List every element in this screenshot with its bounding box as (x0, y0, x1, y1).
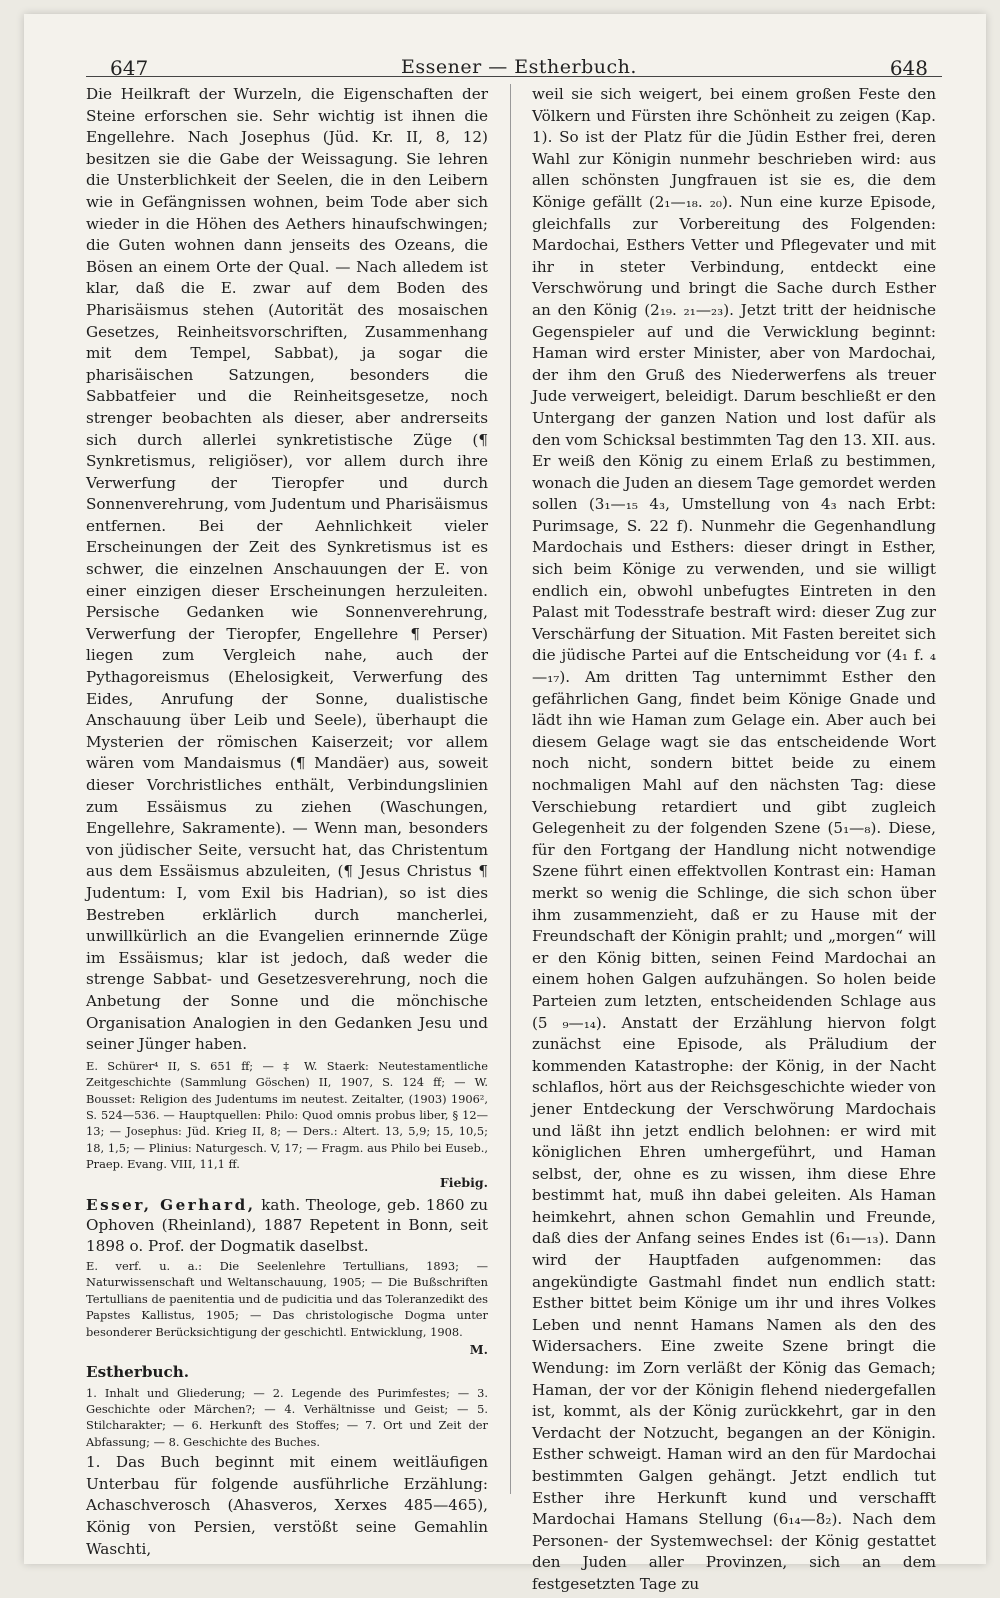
esser-author-signature: M. (469, 1342, 488, 1358)
esser-entry-text: kath. Theologe, geb. 1860 zu Ophoven (Rheinland), 1887 Repetent in Bonn, seit 1898 o. Prof. der Dogmatik daselbst. (86, 1195, 488, 1255)
estherbuch-paragraph-start: 1. Das Buch beginnt mit einem weitläufigen Unterbau für folgende ausführliche Erzählung: Achaschverosch (Ahasveros, Xerxes 485—465), König von Persien, verstößt seine Gemahlin Waschti, (86, 1453, 488, 1558)
estherbuch-paragraph-continued: weil sie sich weigert, bei einem großen Feste den Völkern und Fürsten ihre Schönheit zu zeigen (Kap. 1). So ist der Platz für die Jüdin Esther frei, deren Wahl zur Königin nunmehr beschrieben wird: aus allen schönsten Jungfrauen ist sie es, die dem Könige gefällt (2₁—₁₈. ₂₀). Nun eine kurze Episode, gleichfalls zur Vorbereitung des Folgenden: Mardochai, Esthers Vetter und Pflegevater und mit ihr in steter Verbindung, entdeckt eine Verschwörung und bringt die Sache durch Esther an den König (2₁₉. ₂₁—₂₃). Jetzt tritt der heidnische Gegenspieler auf und die Verwicklung beginnt: Haman wird erster Minister, aber von Mardochai, der ihm den Gruß des Niederwerfens als treuer Jude verweigert, beleidigt. Darum beschließt er den Untergang der ganzen Nation und lost dafür als den vom Schicksal bestimmten Tag den 13. XII. aus. Er weiß den König zu einem Erlaß zu bestimmen, wonach die Juden an diesem Tage gemordet werden sollen (3₁—₁₅ 4₃, Umstellung von 4₃ nach Erbt: Purimsage, S. 22 f). Nunmehr die Gegenhandlung Mardochais und Esthers: dieser dringt in Esther, sich beim Könige zu verwenden, und sie willigt endlich ein, obwohl unbefugtes Eintreten in den Palast mit Todesstrafe bestraft wird: dieser Zug zur Verschärfung der Situation. Mit Fasten bereitet sich die jüdische Partei auf die Entscheidung vor (4₁ f. ₄—₁₇). Am dritten Tag unternimmt Esther den gefährlichen Gang, findet beim Könige Gnade und lädt ihn wie Haman zum Gelage ein. Aber auch bei diesem Gelage wagt sie das entscheidende Wort noch nicht, sondern bittet beide zu einem nochmaligen Mahl auf den nächsten Tag: diese Verschiebung retardiert und gibt zugleich Gelegenheit zu der folgenden Szene (5₁—₈). Diese, für den Fortgang der Handlung nicht notwendige Szene führt einen effektvollen Kontrast ein: Haman merkt so wenig die Schlinge, die sich schon über ihm zusammenzieht, daß er zu Hause mit der Freundschaft der Königin prahlt; und „morgen“ will er den König bitten, seinen Feind Mardochai an einem hohen Galgen aufzuhängen. So holen beide Parteien zum letzten, entscheidenden Schlage aus (5 ₉—₁₄). Anstatt der Erzählung hiervon folgt zunächst eine Episode, als Präludium der kommenden Katastrophe: der König, in der Nacht schlaflos, hört aus der Reichsgeschichte wieder von jener Entdeckung der Verschwörung Mardochais und läßt ihn jetzt endlich belohnen: er wird mit königlichen Ehren umhergeführt, und Haman selbst, der, ohne es zu wissen, ihm diese Ehre bestimmt hat, muß ihn dabei geleiten. Als Haman heimkehrt, ahnen schon Gemahlin und Freunde, daß dies der Anfang seines Endes ist (6₁—₁₃). Dann wird der Hauptfaden aufgenommen: das angekündigte Gastmahl findet nun endlich statt: Esther bittet beim Könige um ihr und ihres Volkes Leben und nennt Hamans Namen als den des Widersachers. Eine zweite Szene bringt die Wendung: im Zorn verläßt der König das Gemach; Haman, der vor der Königin flehend niedergefallen ist, kommt, als der König zurückkehrt, gar in den Verdacht der Notzucht, begangen an der Königin. Esther schweigt. Haman wird an den für Mardochai bestimmten Galgen gehängt. Jetzt endlich tut Esther ihre Herkunft kund und verschafft Mardochai Hamans Stellung (6₁₄—8₂). Nach dem Personen- der Systemwechsel: der König gestattet den Juden aller Provinzen, sich an dem festgesetzten Tage zu (532, 85, 936, 1593)
essener-literature: E. Schürer⁴ II, S. 651 ff; — ‡ W. Staerk: Neutestamentliche Zeitgeschichte (Sammlung Göschen) II, 1907, S. 124 ff; — W. Bousset: Religion des Judentums im neutest. Zeitalter, (1903) 1906², S. 524—536. — Hauptquellen: Philo: Quod omnis probus liber, § 12—13; — Josephus: Jüd. Krieg II, 8; — Ders.: Altert. 13, 5,9; 15, 10,5; 18, 1,5; — Plinius: Naturgesch. V, 17; — Fragm. aus Philo bei Euseb., Praep. Evang. VIII, 11,1 ff. (86, 1058, 488, 1172)
essener-paragraph: Die Heilkraft der Wurzeln, die Eigenschaften der Steine erforschen sie. Sehr wichtig ist ihnen die Engellehre. Nach Josephus (Jüd. Kr. II, 8, 12) besitzen sie die Gabe der Weissagung. Sie lehren die Unsterblichkeit der Seelen, die in den Leibern wie in Gefängnissen wohnen, beim Tode aber sich wieder in die Höhen des Aethers hinaufschwingen; die Guten wohnen dann jenseits des Ozeans, die Bösen an einem Orte der Qual. — Nach alledem ist klar, daß die E. zwar auf dem Boden des Pharisäismus stehen (Autorität des mosaischen Gesetzes, Reinheitsvorschriften, Zusammenhang mit dem Tempel, Sabbat), ja sogar die pharisäischen Satzungen, besonders die Sabbatfeier und die Reinheitsgesetze, noch strenger beobachten als dieser, aber andrerseits sich durch allerlei synkretistische Züge (¶ Synkretismus, religiöser), vor allem durch ihre Verwerfung der Tieropfer und durch Sonnenverehrung, vom Judentum und Pharisäismus entfernen. Bei der Aehnlichkeit vieler Erscheinungen der Zeit des Synkretismus ist es schwer, die einzelnen Anschauungen der E. von einer einzigen dieser Erscheinungen herzuleiten. Persische Gedanken wie Sonnenverehrung, Verwerfung der Tieropfer, Engellehre ¶ Perser) liegen zum Vergleich nahe, auch der Pythagoreismus (Ehelosigkeit, Verwerfung des Eides, Anrufung der Sonne, dualistische Anschauung über Leib und Seele), überhaupt die Mysterien der römischen Kaiserzeit; vor allem wären vom Mandaismus (¶ Mandäer) aus, soweit dieser Vorchristliches enthält, Verbindungslinien zum Essäismus zu ziehen (Waschungen, Engellehre, Sakramente). — Wenn man, besonders von jüdischer Seite, versucht hat, das Christentum aus dem Essäismus abzuleiten, (¶ Jesus Christus ¶ Judentum: I, vom Exil bis Hadrian), so ist dies Bestreben erklärlich durch mancherlei, unwillkürlich an die Evangelien erinnernde Züge im Essäismus; klar ist jedoch, daß weder die strenge Sabbat- und Gesetzesverehrung, noch die Anbetung der Sonne und die mönchische Organisation Analogien in den Gedanken Jesu und seiner Jünger haben. (86, 85, 488, 1054)
estherbuch-headword: Estherbuch. (86, 1363, 190, 1382)
left-column (86, 84, 488, 1562)
right-column (532, 84, 936, 1598)
essener-author-signature: Fiebig. (439, 1174, 488, 1190)
column-divider (510, 84, 511, 1494)
estherbuch-contents: 1. Inhalt und Gliederung; — 2. Legende des Purimfestes; — 3. Geschichte oder Märchen?; — 4. Verhältnisse und Geist; — 5. Stilcharakter; — 6. Herkunft des Stoffes; — 7. Ort und Zeit der Abfassung; — 8. Geschichte des Buches. (86, 1385, 488, 1449)
esser-entry (86, 1195, 488, 1257)
right-page-number: 648 (889, 56, 928, 80)
left-page-number: 647 (110, 56, 149, 80)
page-header (110, 56, 928, 86)
esser-headword: Esser, Gerhard, (86, 1195, 256, 1214)
header-rule (86, 76, 942, 77)
esser-literature: E. verf. u. a.: Die Seelenlehre Tertullians, 1893; — Naturwissenschaft und Weltanschauung, 1905; — Die Bußschriften Tertullians de paenitentia und de pudicitia und das Toleranzedikt des Papstes Kallistus, 1905; — Das christologische Dogma unter besonderer Berücksichtigung der geschichtl. Entwicklung, 1908. (86, 1259, 488, 1339)
running-title: Essener — Estherbuch. (401, 56, 637, 78)
